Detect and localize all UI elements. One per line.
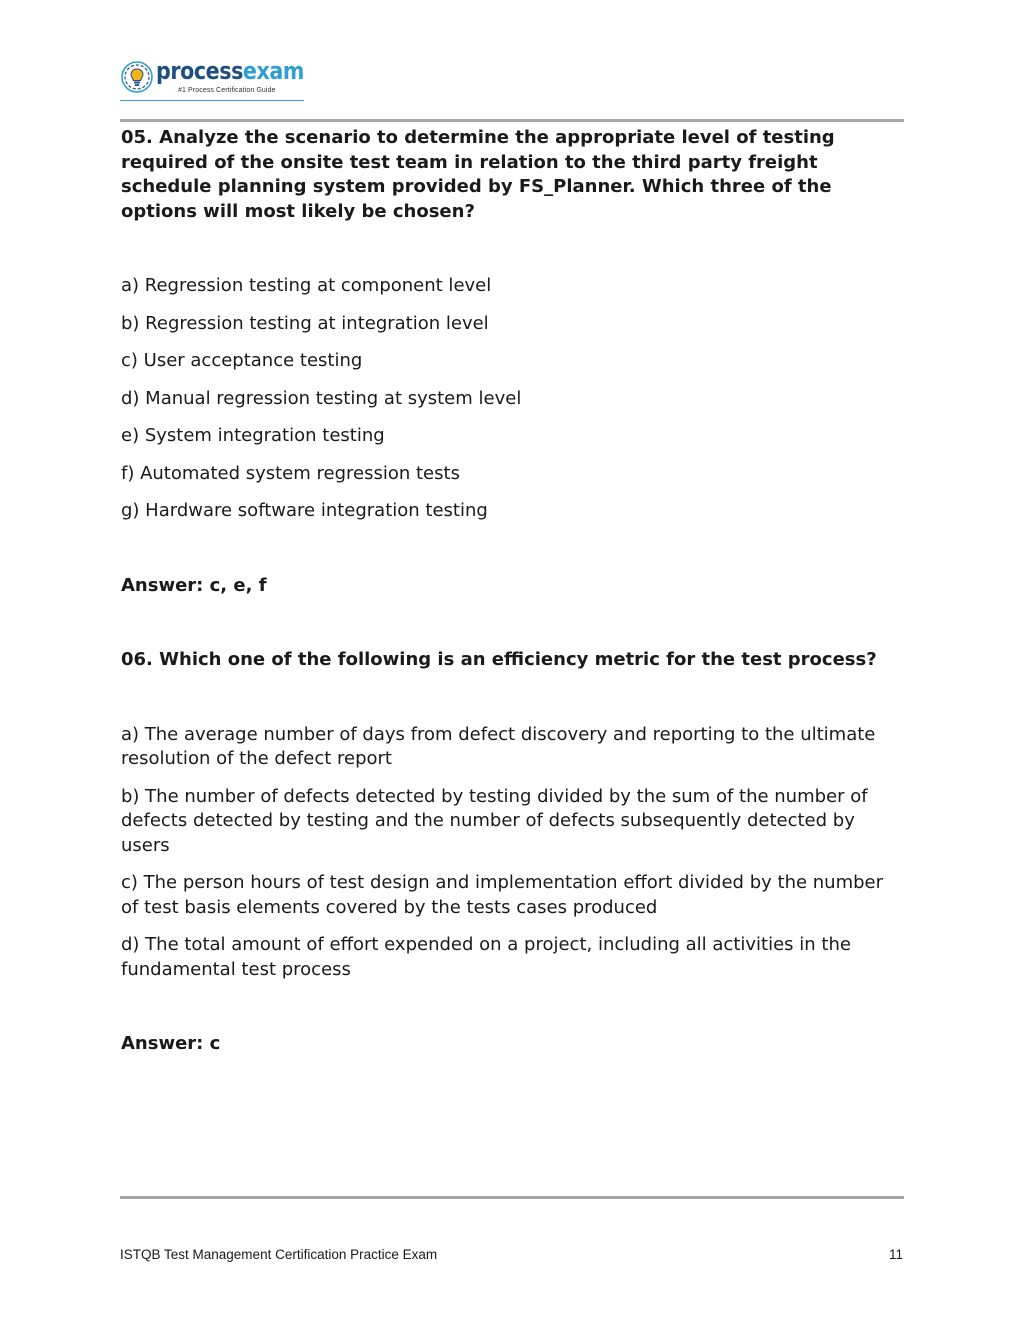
options-list-06 bbox=[121, 723, 906, 983]
header-divider bbox=[120, 119, 904, 122]
option-05-c: c) User acceptance testing bbox=[121, 350, 363, 371]
footer-title: ISTQB Test Management Certification Practice Exam bbox=[120, 1247, 438, 1262]
logo-wordmark bbox=[156, 56, 304, 86]
option-05-f: f) Automated system regression tests bbox=[121, 462, 460, 484]
options-list-05 bbox=[121, 274, 906, 524]
option-06-d: d) The total amount of effort expended on a project, including all activities in the fundamental test process bbox=[121, 934, 851, 980]
answer-05: Answer: c, e, f bbox=[121, 574, 267, 596]
option-05-b: b) Regression testing at integration level bbox=[121, 312, 489, 334]
option-05-e: e) System integration testing bbox=[121, 425, 385, 446]
processexam-logo bbox=[120, 58, 305, 104]
logo-tagline: #1 Process Certification Guide bbox=[178, 87, 276, 94]
option-05-g: g) Hardware software integration testing bbox=[121, 500, 488, 521]
option-06-b: b) The number of defects detected by testing divided by the sum of the number of defects detected by testing and the number of defects subsequently detected by users bbox=[121, 785, 868, 856]
question-05: 05. Analyze the scenario to determine the appropriate level of testing required of the onsite test team in relation to the third party freight schedule planning system provided by FS_Planner. Which three of the options will most likely be chosen? bbox=[121, 127, 835, 222]
answer-06: Answer: c bbox=[121, 1033, 221, 1054]
logo-word-exam: exam bbox=[242, 57, 304, 85]
option-05-d: d) Manual regression testing at system level bbox=[121, 387, 522, 409]
logo-underline bbox=[120, 100, 304, 101]
footer-divider bbox=[120, 1196, 904, 1199]
option-06-c: c) The person hours of test design and implementation effort divided by the number of test basis elements covered by the tests cases produced bbox=[121, 872, 884, 918]
option-06-a: a) The average number of days from defect discovery and reporting to the ultimate resolution of the defect report bbox=[121, 723, 876, 769]
lightbulb-gear-icon bbox=[120, 60, 154, 94]
page-number: 11 bbox=[888, 1247, 903, 1262]
logo-word-process: process bbox=[156, 57, 243, 85]
page-content bbox=[121, 126, 906, 1057]
option-05-a: a) Regression testing at component level bbox=[121, 275, 492, 296]
question-06: 06. Which one of the following is an efficiency metric for the test process? bbox=[121, 649, 877, 670]
